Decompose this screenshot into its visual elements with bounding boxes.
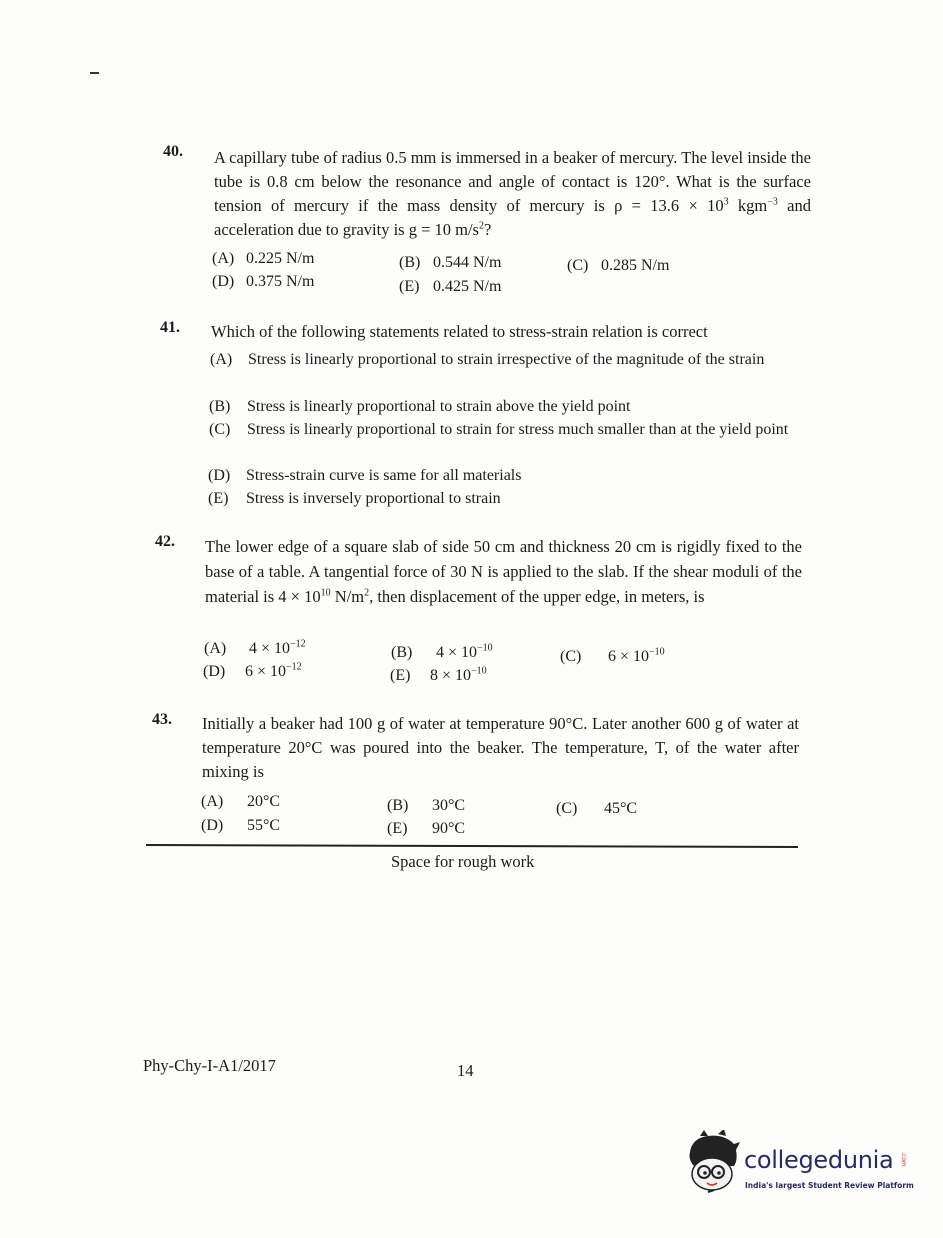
question-text: The lower edge of a square slab of side 50 cm and thickness 20 cm is rigidly fixed to the base of a table. A tangential force of 30 N is applied to the slab. If the shear moduli of the material is $4 \times 10^{10}$ $N/m^2$, then displacement of the upper edge, in meters, is bbox=[205, 537, 802, 606]
logo-domain: .com bbox=[900, 1152, 907, 1167]
statement-e: (E) Stress is inversely proportional to strain bbox=[208, 490, 501, 507]
student-mascot-icon bbox=[684, 1130, 742, 1194]
option-b: (B) 30°C bbox=[387, 797, 466, 814]
rough-work-label: Space for rough work bbox=[391, 852, 535, 871]
option-d: (D) $6 \times 10^{-12}$ bbox=[203, 661, 302, 680]
question-text: Initially a beaker had 100 g of water at temperature 90°C. Later another 600 g of water at temperature 20°C was poured into the beaker. The temperature, T, of the water after mixing is bbox=[202, 714, 799, 781]
question-text: A capillary tube of radius 0.5 mm is immersed in a beaker of mercury. The level inside the tube is 0.8 cm below the resonance and angle of contact is 120°. What is the surface tension of mercury if the mass density of mercury is $\rho = 13.6 \times 10^3$ kgm$^{-3}$ and acceleration due to gravity is g = 10 $m/s^2$? bbox=[214, 148, 812, 239]
option-e: (E) 0.425 N/m bbox=[399, 278, 502, 295]
margin-mark bbox=[90, 72, 99, 74]
option-a: (A) 0.225 N/m bbox=[212, 250, 315, 267]
logo-tagline: India's largest Student Review Platform bbox=[745, 1181, 914, 1190]
option-e: (E) $8 \times 10^{-10}$ bbox=[390, 665, 487, 684]
option-a: (A) $4 \times 10^{-12}$ bbox=[204, 638, 306, 657]
question-number: 40. bbox=[163, 143, 183, 160]
statement-a: (A) Stress is linearly proportional to strain irrespective of the magnitude of the strain bbox=[210, 351, 765, 368]
collegedunia-logo bbox=[684, 1128, 914, 1208]
question-number: 41. bbox=[160, 319, 180, 336]
statement-c: (C) Stress is linearly proportional to strain for stress much smaller than at the yield point bbox=[209, 421, 789, 438]
question-number: 42. bbox=[155, 533, 175, 550]
logo-wordmark: collegedunia bbox=[744, 1146, 894, 1174]
question-text: Which of the following statements related to stress-strain relation is correct bbox=[211, 322, 708, 341]
option-e: (E) 90°C bbox=[387, 820, 466, 837]
paper-code: Phy-Chy-I-A1/2017 bbox=[143, 1056, 276, 1075]
option-c: (C) 0.285 N/m bbox=[567, 257, 670, 274]
option-c: (C) $6 \times 10^{-10}$ bbox=[560, 646, 665, 665]
divider-line bbox=[146, 844, 798, 848]
option-a: (A) 20°C bbox=[201, 793, 281, 810]
page-number: 14 bbox=[457, 1061, 474, 1080]
question-number: 43. bbox=[152, 711, 172, 728]
option-c: (C) 45°C bbox=[556, 800, 638, 817]
option-d: (D) 0.375 N/m bbox=[212, 273, 315, 290]
option-d: (D) 55°C bbox=[201, 817, 281, 834]
option-b: (B) 0.544 N/m bbox=[399, 254, 502, 271]
statement-b: (B) Stress is linearly proportional to strain above the yield point bbox=[209, 398, 631, 415]
statement-d: (D) Stress-strain curve is same for all materials bbox=[208, 467, 522, 484]
option-b: (B) $4 \times 10^{-10}$ bbox=[391, 642, 493, 661]
